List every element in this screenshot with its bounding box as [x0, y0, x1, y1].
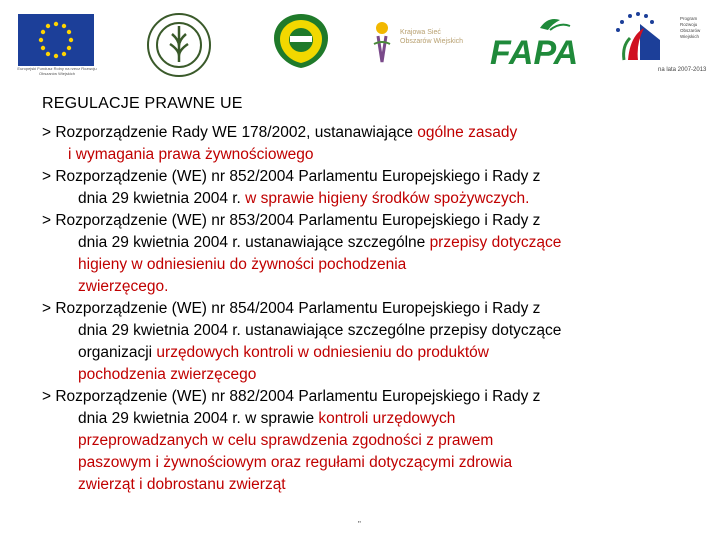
ministry-seal-icon	[146, 12, 212, 78]
ksow-line1: Krajowa Sieć	[400, 29, 441, 36]
item-text: > Rozporządzenie (WE) nr 852/2004 Parlamentu Europejskiego i Rady z	[42, 168, 541, 185]
prow-line3: Obszarów	[680, 28, 701, 33]
item-text: organizacji	[78, 344, 157, 361]
item-highlight: urzędowych kontroli w odniesieniu do produktów	[156, 344, 489, 361]
item-highlight: w sprawie higieny środków spożywczych.	[245, 190, 530, 207]
logo-banner	[0, 0, 720, 92]
item-text: > Rozporządzenie (WE) nr 882/2004 Parlamentu Europejskiego i Rady z	[42, 388, 541, 405]
item-highlight: higieny w odniesieniu do żywności pochodzenia	[78, 256, 407, 273]
prow-years: na lata 2007-2013	[658, 67, 707, 73]
item-highlight: pochodzenia zwierzęcego	[78, 366, 257, 383]
eu-flag-icon	[18, 14, 94, 66]
list-item	[42, 122, 702, 166]
fapa-logo	[490, 12, 606, 72]
item-highlight: przeprowadzanych w celu sprawdzenia zgodności z prawem	[78, 432, 494, 449]
prow-logo	[610, 10, 718, 80]
ksow-line2: Obszarów Wiejskich	[400, 38, 464, 45]
item-text: > Rozporządzenie (WE) nr 853/2004 Parlamentu Europejskiego i Rady z	[42, 212, 541, 229]
item-highlight: przepisy dotyczące	[429, 234, 562, 251]
fapa-text: FAPA	[490, 34, 579, 72]
footer-mark: "	[358, 520, 361, 529]
prow-line4: Wiejskich	[680, 34, 700, 39]
item-highlight: ogólne zasady	[417, 124, 518, 141]
item-highlight: zwierząt i dobrostanu zwierząt	[78, 476, 286, 493]
item-text: dnia 29 kwietnia 2004 r.	[78, 190, 246, 207]
page-title: REGULACJE PRAWNE UE	[42, 95, 243, 112]
item-text: > Rozporządzenie (WE) nr 854/2004 Parlamentu Europejskiego i Rady z	[42, 300, 541, 317]
ksow-logo	[368, 14, 488, 66]
list-item	[42, 210, 702, 298]
item-highlight: paszowym i żywnościowym oraz regułami dotyczącymi zdrowia	[78, 454, 513, 471]
item-text: dnia 29 kwietnia 2004 r. ustanawiające szczególne	[78, 234, 430, 251]
list-item	[42, 386, 702, 496]
list-item	[42, 298, 702, 386]
prow-line2: Rozwoju	[680, 22, 698, 27]
item-highlight: i wymagania prawa żywnościowego	[68, 146, 314, 163]
item-text: dnia 29 kwietnia 2004 r. ustanawiające szczególne przepisy dotyczące	[78, 322, 562, 339]
prow-line1: Program	[680, 16, 698, 21]
eu-caption: Europejski Fundusz Rolny na rzecz Rozwoju Obszarów Wiejskich	[17, 66, 97, 76]
green-shield-icon	[272, 12, 330, 70]
list-item	[42, 166, 702, 210]
regulations-list	[42, 122, 702, 496]
item-highlight: kontroli urzędowych	[318, 410, 456, 427]
item-text: > Rozporządzenie Rady WE 178/2002, ustanawiające	[42, 124, 418, 141]
item-highlight: zwierzęcego.	[78, 278, 169, 295]
item-text: dnia 29 kwietnia 2004 r. w sprawie	[78, 410, 319, 427]
